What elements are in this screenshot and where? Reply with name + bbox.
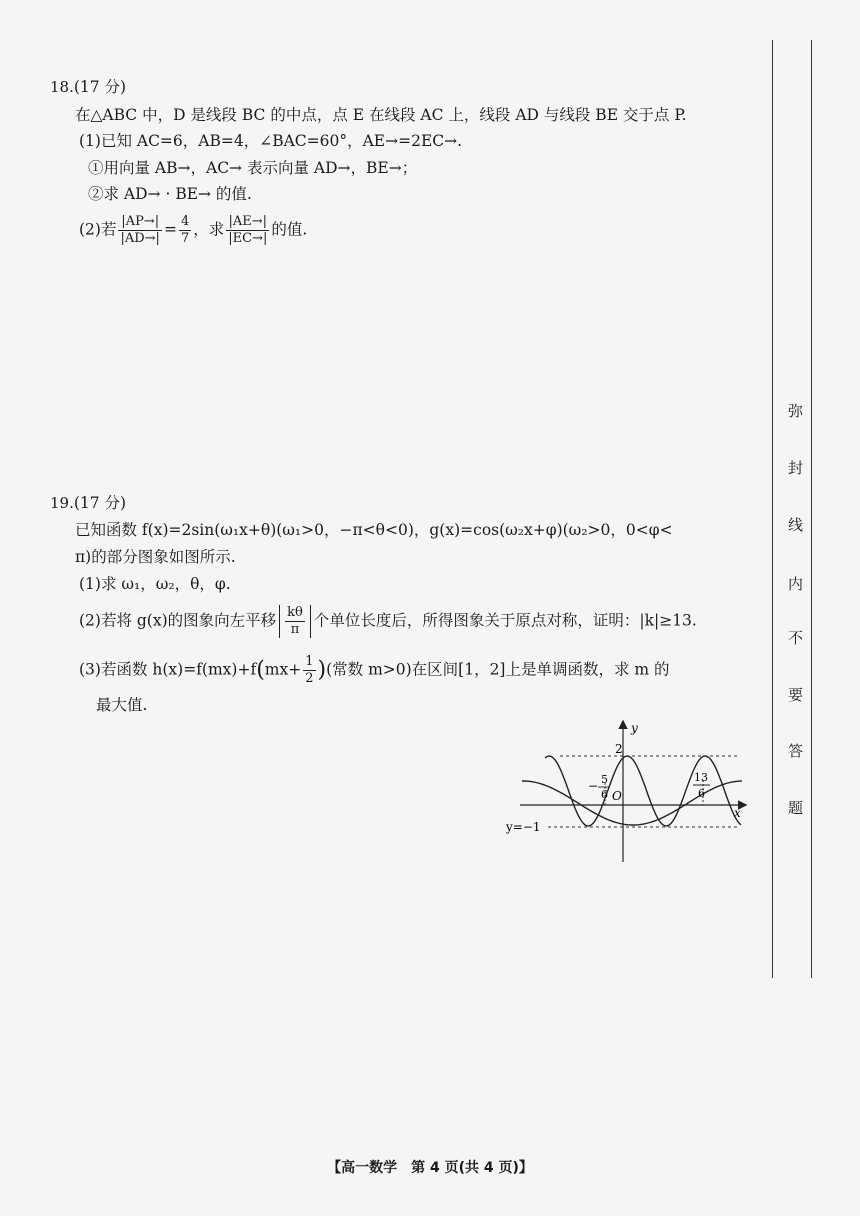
seal-char: 答 [788, 742, 804, 760]
q18-part2 [79, 214, 307, 247]
seal-char: 要 [788, 686, 804, 704]
q19-part2-prefix: (2)若将 g(x)的图象向左平移 [79, 611, 277, 630]
abs-value-bars [279, 605, 311, 638]
q18-part2-mid: ，求 [193, 220, 225, 239]
g-curve [522, 781, 742, 825]
q19-stem-line2: π)的部分图象如图所示. [75, 548, 236, 566]
neg-frac-den: 6 [601, 788, 608, 801]
q19-half [303, 654, 315, 687]
frac-num: 1 [305, 654, 314, 669]
seal-char: 内 [788, 575, 804, 593]
frac-num: 4 [180, 214, 190, 229]
q18-header [50, 76, 126, 98]
frac-den: 2 [305, 671, 314, 686]
q19-part2-suffix: 个单位长度后，所得图象关于原点对称，证明：|k|≥13. [313, 611, 697, 630]
q18-ratio-ap-ad [118, 214, 161, 247]
pos-frac-den: 6 [698, 787, 705, 800]
q19-number: 19. [50, 494, 74, 512]
frac-den: π [290, 622, 300, 637]
q18-stem: 在△ABC 中，D 是线段 BC 的中点，点 E 在线段 AC 上，线段 AD 与线段 BE 交于点 P. [75, 106, 687, 124]
f-curve [545, 756, 741, 826]
q18-part2-suffix: 的值. [271, 220, 308, 239]
q18-part1a: ①用向量 AB→，AC→ 表示向量 AD→，BE→； [88, 159, 418, 177]
neg-frac-num: 5 [601, 773, 608, 786]
seal-char: 不 [788, 629, 804, 647]
q18-part2-prefix: (2)若 [79, 220, 117, 239]
q18-ratio-ae-ec [226, 214, 269, 247]
q18-part1b: ②求 AD→ · BE→ 的值. [88, 185, 252, 203]
q19-part3 [79, 654, 670, 687]
q19-part2 [79, 605, 697, 638]
seal-char: 封 [788, 459, 804, 477]
frac-num: |AE→| [226, 214, 269, 231]
q19-points: (17 分) [73, 494, 127, 512]
q18-points: (17 分) [73, 78, 127, 96]
frac-den: |AD→| [120, 231, 160, 246]
x-axis-label: x [734, 806, 741, 820]
q19-stem-line1: 已知函数 f(x)=2sin(ω₁x+θ)(ω₁>0，−π<θ<0)，g(x)=cos(ω₂x+φ)(ω₂>0，0<φ< [75, 521, 673, 539]
seal-char: 弥 [788, 402, 804, 420]
equals-sign: = [163, 220, 177, 239]
q19-part1: (1)求 ω₁，ω₂，θ，φ. [79, 575, 231, 593]
q19-part3-line2: 最大值. [96, 696, 148, 714]
frac-den: 7 [180, 231, 190, 246]
seal-char: 线 [788, 516, 804, 534]
seal-border-left [772, 40, 773, 978]
q19-k-theta-over-pi [285, 605, 305, 638]
y-axis-label: y [631, 721, 638, 735]
frac-den: |EC→| [228, 231, 268, 246]
q19-header [50, 492, 126, 514]
ym1-label: y=−1 [506, 820, 541, 834]
left-paren: ( [256, 657, 265, 683]
frac-num: |AP→| [118, 214, 161, 231]
q19-part3-suffix: (常数 m>0)在区间[1，2]上是单调函数，求 m 的 [326, 660, 670, 679]
max-value-label: 2 [615, 742, 623, 756]
frac-num: kθ [287, 605, 303, 620]
q18-part1: (1)已知 AC=6，AB=4，∠BAC=60°，AE→=2EC→. [79, 132, 463, 150]
pos-frac-num: 13 [694, 771, 708, 784]
origin-label: O [612, 789, 622, 803]
neg-frac-sign: − [588, 779, 599, 793]
q19-part3-inner: mx+ [264, 660, 302, 679]
right-paren: ) [317, 657, 327, 683]
function-graph [500, 715, 760, 865]
page-footer: 【高一数学 第 4 页(共 4 页)】 [327, 1160, 533, 1176]
seal-char: 题 [788, 799, 804, 817]
seal-border-right [811, 40, 812, 978]
q19-part3-prefix: (3)若函数 h(x)=f(mx)+f [79, 660, 257, 679]
q18-number: 18. [50, 78, 74, 96]
q18-ratio-4-7 [179, 214, 191, 247]
